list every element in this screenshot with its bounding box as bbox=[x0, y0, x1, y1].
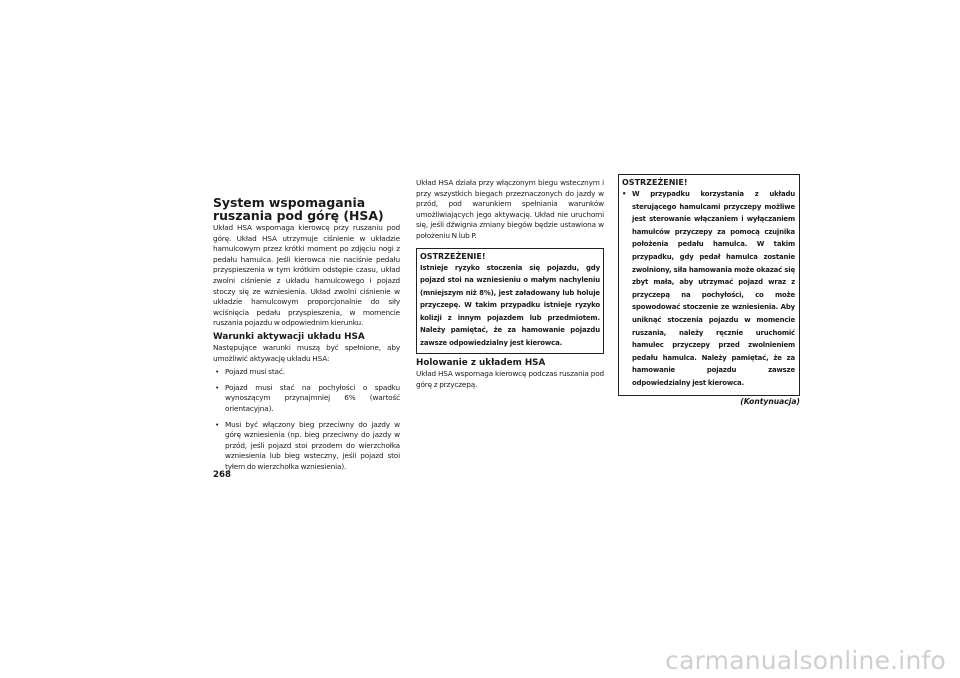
column-left bbox=[213, 196, 400, 477]
towing-paragraph: Układ HSA wspomaga kierowcę podczas ruszania pod górę z przyczepą. bbox=[416, 369, 604, 389]
list-item: • Pojazd musi stać. bbox=[215, 367, 285, 377]
continued-label: (Kontynuacja) bbox=[740, 396, 800, 406]
watermark: carmanualsonline.info bbox=[665, 646, 946, 675]
list-item: • Pojazd musi stać na pochyłości o spadku wynoszącym przynajmniej 6% (wartość orientacyjna). bbox=[215, 382, 400, 413]
column-middle bbox=[416, 178, 604, 390]
intro-paragraph: Układ HSA wspomaga kierowcę przy ruszaniu pod górę. Układ HSA utrzymuje ciśnienie w układzie hamulcowym przez krótki moment po zdjęciu nogi z pedału hamulca. Jeśli kierowca nie naciśnie pedału przyspieszenia w tym krótkim odstępie czasu, układ zwolni ciśnienie z układu hamulcowego i pojazd stoczy się ze wzniesienia. Układ zwolni ciśnienie w układzie hamulcowym proporcjonalnie do siły wciśnięcia pedału przyspieszenia, w momencie ruszania pojazdu w odpowiednim kierunku. bbox=[213, 223, 400, 328]
warning-list bbox=[622, 188, 795, 390]
warning-title: OSTRZEŻENIE! bbox=[420, 251, 486, 261]
column-right bbox=[618, 174, 800, 406]
bullet-icon: • bbox=[215, 419, 220, 429]
towing-heading: Holowanie z układem HSA bbox=[416, 358, 546, 369]
warning-box bbox=[416, 248, 604, 355]
conditions-list bbox=[213, 367, 400, 472]
bullet-icon: • bbox=[622, 190, 627, 198]
bullet-icon: • bbox=[215, 382, 220, 392]
subsection-heading: Warunki aktywacji układu HSA bbox=[213, 331, 365, 342]
page-number: 268 bbox=[213, 470, 231, 480]
operation-paragraph: Układ HSA działa przy włączonym biegu wstecznym i przy wszystkich biegach przeznaczonych do jazdy w przód, pod warunkiem spełniania warunków umożliwiających jego aktywację. Układ nie uruchomi się, jeśli dźwignia zmiany biegów będzie ustawiona w położeniu N lub P. bbox=[416, 178, 604, 240]
warning-title: OSTRZEŻENIE! bbox=[622, 178, 688, 187]
list-item: • W przypadku korzystania z układu sterującego hamulcami przyczepy możliwe jest sterowanie włączaniem i wyłączaniem hamulców przyczepy za pomocą czujnika położenia pedału hamulca. W takim przypadku, gdy pedał hamulca zostanie zwolniony, siła hamowania może okazać się zbyt mała, aby utrzymać pojazd wraz z przyczepą na pochyłości, co może spowodować stoczenie ze wzniesienia. Aby uniknąć stoczenia pojazdu w momencie ruszania, należy ręcznie uruchomić hamulec przyczepy przed zwolnieniem pedału hamulca. Należy pamiętać, że za hamowanie pojazdu zawsze odpowiedzialny jest kierowca. bbox=[622, 190, 795, 387]
warning-text: Istnieje ryzyko stoczenia się pojazdu, gdy pojazd stoi na wzniesieniu o małym nachyleniu (mniejszym niż 8%), jest załadowany lub holuje przyczepę. W takim przypadku istnieje ryzyko kolizji z innym pojazdem lub przedmiotem. Należy pamiętać, że za hamowanie pojazdu zawsze odpowiedzialny jest kierowca. bbox=[420, 263, 600, 347]
list-item: • Musi być włączony bieg przeciwny do jazdy w górę wzniesienia (np. bieg przeciwny do jazdy w przód, jeśli pojazd stoi przodem do wierzchołka wzniesienia lub bieg wsteczny, jeśli pojazd stoi tyłem do wierzchołka wzniesienia). bbox=[215, 419, 400, 471]
bullet-icon: • bbox=[215, 367, 220, 377]
warning-box bbox=[618, 174, 800, 396]
section-heading: System wspomagania ruszania pod górę (HSA) bbox=[213, 195, 384, 223]
conditions-intro: Następujące warunki muszą być spełnione, aby umożliwić aktywację układu HSA: bbox=[213, 342, 400, 363]
